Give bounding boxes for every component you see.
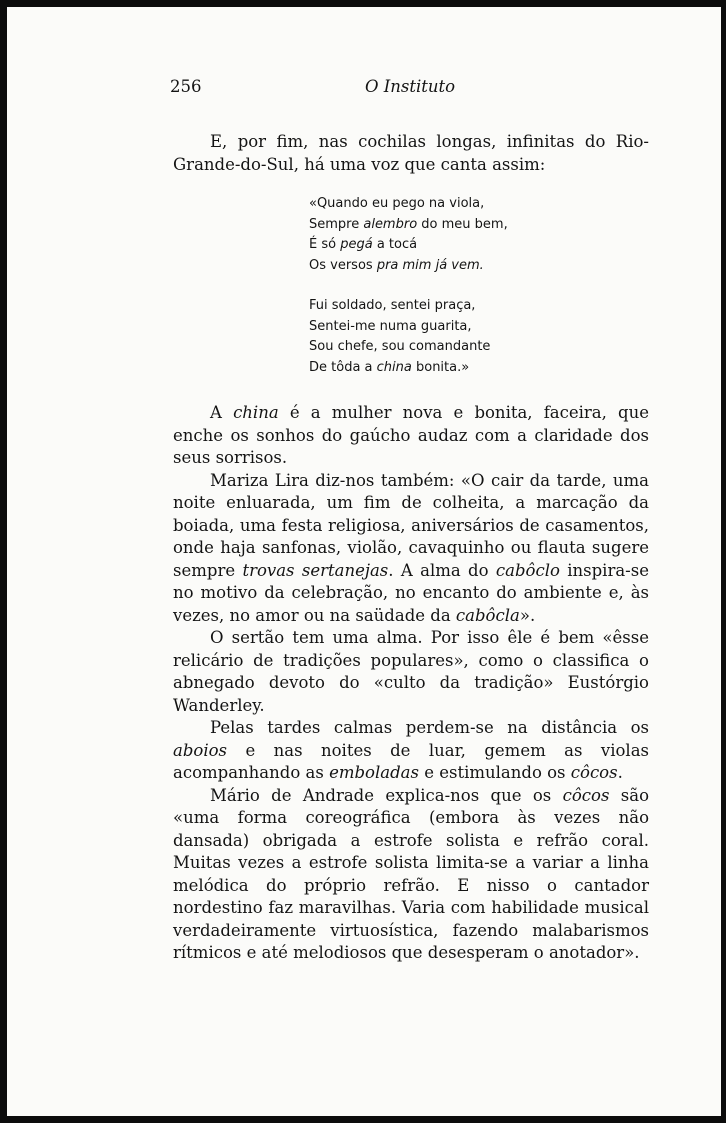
poem-italic: alembro — [363, 216, 418, 232]
poem-italic: pegá — [340, 237, 373, 252]
poem-text: Sempre — [309, 216, 364, 232]
text-run: . A alma do — [388, 560, 496, 580]
text-run: e estimulando os — [418, 763, 571, 782]
text-run: e nas noites de luar, gemem as violas acompanhando as — [173, 740, 649, 782]
poem-text: bonita.» — [411, 359, 470, 375]
poem-text: É só — [309, 237, 341, 252]
poem-text: Os versos — [309, 257, 377, 273]
poem-line — [309, 337, 649, 358]
italic-term: trovas sertanejas — [242, 560, 389, 580]
poem-line — [309, 317, 649, 338]
text-run: A — [210, 403, 234, 422]
poem-text: a tocá — [372, 237, 418, 252]
text-run: Pelas tardes calmas perdem-se na distância os — [210, 718, 649, 737]
poem-italic: pra mim já vem. — [376, 257, 484, 273]
poem-line — [309, 235, 649, 256]
poem-line — [309, 256, 649, 277]
running-title: O Instituto — [365, 77, 456, 96]
italic-term: china — [233, 403, 279, 422]
intro-paragraph: E, por fim, nas cochilas longas, infinitas do Rio-Grande-do-Sul, há uma voz que canta assim: — [173, 132, 649, 174]
page-number: 256 — [170, 77, 202, 96]
italic-term: emboladas — [329, 763, 419, 782]
poem-line — [309, 194, 649, 215]
poem-text: Sou chefe, sou comandante — [309, 339, 491, 354]
poem — [309, 194, 649, 378]
paragraph-sertao: O sertão tem uma alma. Por isso êle é bem «êsse relicário de tradições populares», como o classifica o abnegado devoto do «culto da tradição» Eustórgio Wanderley. — [173, 628, 649, 715]
text-run: Mariza Lira diz-nos também: «O cair da tarde, uma noite enluarada, um fim de colheita, a marcação da boiada, uma festa religiosa, aniversários de casamentos, onde haja sanfonas, violão, cavaquinho ou flauta sugere sempre — [173, 470, 649, 580]
poem-stanza-2 — [309, 296, 649, 378]
poem-text: Fui soldado, sentei praça, — [309, 298, 476, 313]
italic-term: côcos — [562, 785, 610, 805]
poem-text: De tôda a — [309, 359, 377, 375]
poem-stanza-1 — [309, 194, 649, 276]
poem-text: do meu bem, — [417, 216, 508, 232]
italic-term: aboios — [173, 740, 228, 760]
poem-italic: china — [376, 359, 412, 375]
text-run: . — [617, 763, 623, 782]
paragraph-mariza-lira — [173, 470, 649, 628]
poem-line — [309, 358, 649, 379]
text-run: inspira-se no motivo da celebração, no encanto do ambiente e, às vezes, no amor ou na saüdade da — [173, 560, 649, 625]
italic-term: cabôclo — [495, 560, 560, 580]
italic-term: cabôcla — [455, 605, 520, 625]
poem-text: «Quando eu pego na viola, — [309, 196, 485, 211]
paragraph-china — [173, 402, 649, 470]
poem-text: Sentei-me numa guarita, — [309, 318, 472, 334]
poem-line — [309, 215, 649, 236]
page-body — [173, 131, 649, 965]
text-run: ». — [519, 605, 536, 625]
poem-line — [309, 296, 649, 317]
italic-term: côcos — [570, 763, 618, 782]
paragraph-mario-andrade — [173, 785, 649, 965]
book-page — [7, 7, 721, 1116]
text-run: é a mulher nova e bonita, faceira, que enche os sonhos do gaúcho audaz com a claridade dos seus sorrisos. — [173, 403, 649, 467]
paragraph-tardes — [173, 717, 649, 785]
text-run: Mário de Andrade explica-nos que os — [210, 785, 563, 805]
text-run: são «uma forma coreográfica (embora às vezes não dansada) obrigada a estrofe solista e refrão coral. Muitas vezes a estrofe solista limita-se a variar a linha melódica do próprio refrão. E nisso o cantador nordestino faz maravilhas. Varia com habilidade musical verdadeiramente virtuosística, fazendo malabarismos rítmicos e até melodiosos que desesperam o anotador». — [173, 785, 650, 962]
